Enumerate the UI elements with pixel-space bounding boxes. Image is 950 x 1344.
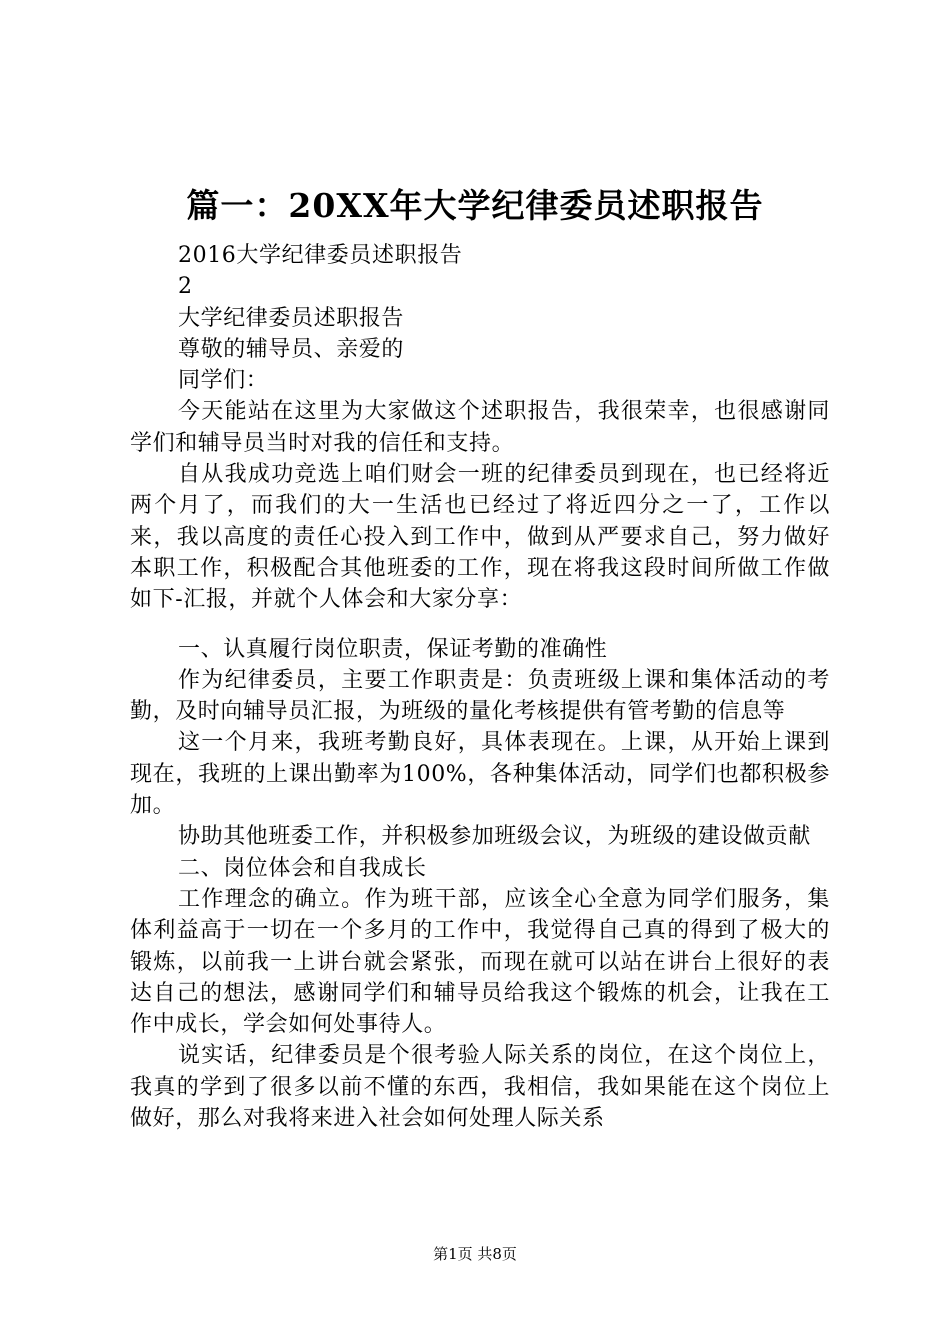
salutation-continuation: 同学们： <box>178 368 269 394</box>
subtitle-line: 2016大学纪律委员述职报告 <box>178 243 463 268</box>
body-paragraph: 今天能站在这里为大家做这个述职报告，我很荣幸，也很感谢同学们和辅导员当时对我的信任和支持。 <box>130 399 830 456</box>
body-paragraph: 说实话，纪律委员是个很考验人际关系的岗位，在这个岗位上，我真的学到了很多以前不懂的东西，我相信，我如果能在这个岗位上做好，那么对我将来进入社会如何处理人际关系 <box>130 1043 830 1132</box>
body-paragraph: 工作理念的确立。作为班干部，应该全心全意为同学们服务，集体利益高于一切在一个多月的工作中，我觉得自己真的得到了极大的锻炼，以前我一上讲台就会紧张，而现在就可以站在讲台上很好的表达自己的想法，感谢同学们和辅导员给我这个锻炼的机会，让我在工作中成长，学会如何处事待人。 <box>130 886 830 1038</box>
body-paragraph: 自从我成功竞选上咱们财会一班的纪律委员到现在，也已经将近两个月了，而我们的大一生活也已经过了将近四分之一了，工作以来，我以高度的责任心投入到工作中，做到从严要求自己，努力做好本职工作，积极配合其他班委的工作，现在将我这段时间所做工作做如下-汇报，并就个人体会和大家分享： <box>130 462 830 613</box>
document-body <box>130 240 830 1134</box>
section-heading: 二、岗位体会和自我成长 <box>178 855 427 881</box>
body-paragraph: 这一个月来，我班考勤良好，具体表现在。上课，从开始上课到现在，我班的上课出勤率为100%，各种集体活动，同学们也都积极参加。 <box>130 730 830 819</box>
number-line: 2 <box>178 274 193 300</box>
page-footer: 第1页 共8页 <box>433 1245 517 1263</box>
document-title: 篇一：20XX年大学纪律委员述职报告 <box>186 186 764 225</box>
salutation-line: 尊敬的辅导员、亲爱的 <box>178 336 405 362</box>
report-heading: 大学纪律委员述职报告 <box>178 305 405 331</box>
body-paragraph: 作为纪律委员，主要工作职责是：负责班级上课和集体活动的考勤，及时向辅导员汇报，为班级的量化考核提供有管考勤的信息等 <box>130 667 830 725</box>
body-paragraph: 协助其他班委工作，并积极参加班级会议，为班级的建设做贡献 <box>178 824 811 850</box>
section-heading: 一、认真履行岗位职责，保证考勤的准确性 <box>178 636 608 662</box>
